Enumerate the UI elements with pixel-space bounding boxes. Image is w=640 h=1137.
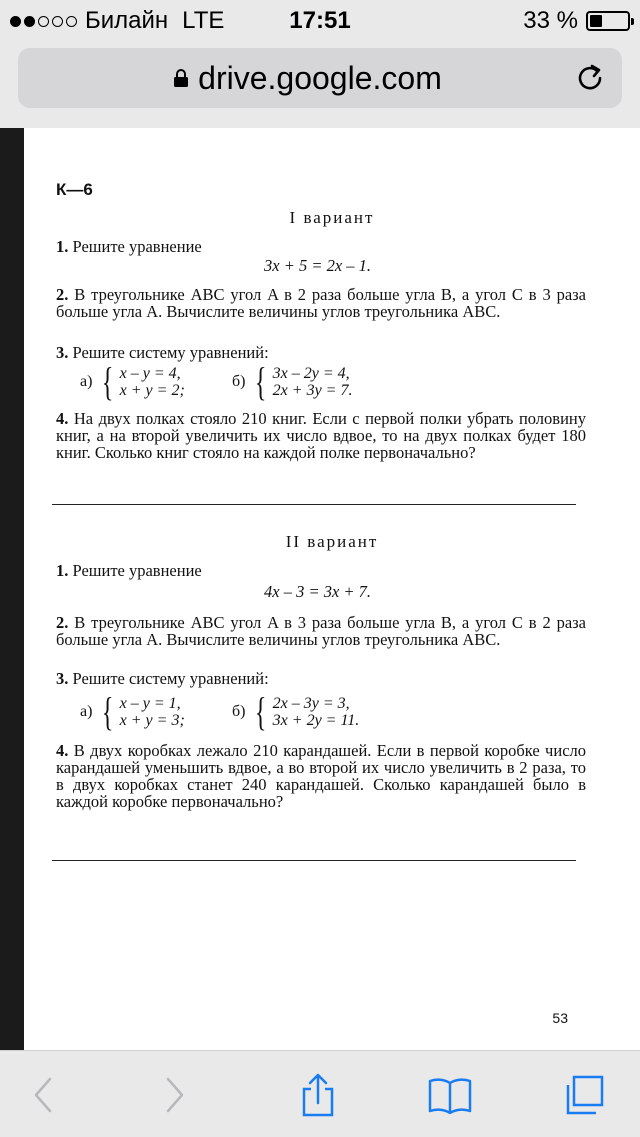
system-label: а) (80, 373, 93, 390)
task-item (56, 614, 586, 648)
task-text: В двух коробках лежало 210 карандашей. Если в первой коробке число карандашей уменьшить вдвое, а во второй их число увеличить в 2 раза, то в двух коробках станет 240 карандашей. Сколько карандашей было в каждой коробке первоначально? (56, 741, 586, 811)
brace-icon: { (102, 359, 114, 404)
document-page (24, 128, 640, 1050)
task-number: 2. (56, 613, 69, 632)
task-item (56, 670, 586, 687)
address-bar[interactable] (18, 48, 622, 108)
system-line: x + y = 2; (119, 382, 185, 399)
system-line: x + y = 3; (119, 712, 185, 729)
tabs-icon[interactable] (562, 1073, 606, 1117)
brace-icon: { (102, 689, 114, 734)
task-item (56, 410, 586, 461)
system-label: б) (232, 703, 246, 720)
bottom-toolbar (0, 1050, 640, 1137)
network-type: LTE (182, 7, 225, 34)
task-text: Решите систему уравнений: (72, 669, 269, 688)
task-number: 3. (56, 669, 69, 688)
task-item (56, 238, 586, 255)
system-line: 2x + 3y = 7. (272, 382, 353, 399)
system-line: x – y = 4, (119, 365, 181, 382)
task-number: 4. (56, 741, 69, 760)
divider (52, 860, 576, 861)
task-text: Решите систему уравнений: (72, 343, 269, 362)
system-line: 3x – 2y = 4, (272, 365, 350, 382)
equation-system (80, 689, 185, 734)
back-arrow-icon[interactable] (22, 1073, 66, 1117)
equation-system (80, 359, 185, 404)
page-number: 53 (552, 1010, 568, 1026)
share-icon[interactable] (296, 1073, 340, 1117)
document-header: К—6 (56, 180, 93, 199)
system-line: x – y = 1, (119, 695, 181, 712)
equation-system (232, 359, 353, 404)
status-bar (0, 0, 640, 42)
task-number: 3. (56, 343, 69, 362)
battery-percent: 33 % (523, 7, 578, 34)
task-number: 2. (56, 285, 69, 304)
task-item (56, 562, 586, 579)
task-number: 1. (56, 237, 69, 256)
system-label: а) (80, 703, 93, 720)
equation-system (232, 689, 360, 734)
task-number: 4. (56, 409, 69, 428)
system-line: 3x + 2y = 11. (272, 712, 360, 729)
forward-arrow-icon[interactable] (152, 1073, 196, 1117)
task-text: Решите уравнение (72, 561, 202, 580)
variant-title: I вариант (289, 208, 375, 227)
task-text: В треугольнике ABC угол A в 3 раза больше угла B, а угол C в 2 раза больше угла A. Вычислите величины углов треугольника ABC. (56, 613, 586, 649)
task-item (56, 344, 586, 361)
system-line: 2x – 3y = 3, (272, 695, 350, 712)
divider (52, 504, 576, 505)
brace-icon: { (255, 359, 267, 404)
system-label: б) (232, 373, 246, 390)
task-text: Решите уравнение (72, 237, 202, 256)
task-item (56, 742, 586, 810)
task-text: В треугольнике ABC угол A в 2 раза больше угла B, а угол C в 3 раза больше угла A. Вычислите величины углов треугольника ABC. (56, 285, 586, 321)
brace-icon: { (255, 689, 267, 734)
url-domain: drive.google.com (198, 60, 442, 96)
variant-title: II вариант (285, 532, 379, 551)
task-item (56, 286, 586, 320)
reload-icon[interactable] (574, 62, 606, 94)
task-number: 1. (56, 561, 69, 580)
task-equation: 3x + 5 = 2x – 1. (264, 256, 372, 275)
task-text: На двух полках стояло 210 книг. Если с первой полки убрать половину книг, а на второй увеличить их число вдвое, то на двух полках будет 180 книг. Сколько книг стояло на каждой полке первоначально? (56, 409, 586, 462)
task-equation: 4x – 3 = 3x + 7. (264, 582, 372, 601)
status-right (523, 7, 630, 35)
carrier-name: Билайн (85, 7, 169, 34)
bookmarks-icon[interactable] (428, 1073, 472, 1117)
battery-icon (586, 11, 630, 31)
clock: 17:51 (289, 7, 351, 34)
